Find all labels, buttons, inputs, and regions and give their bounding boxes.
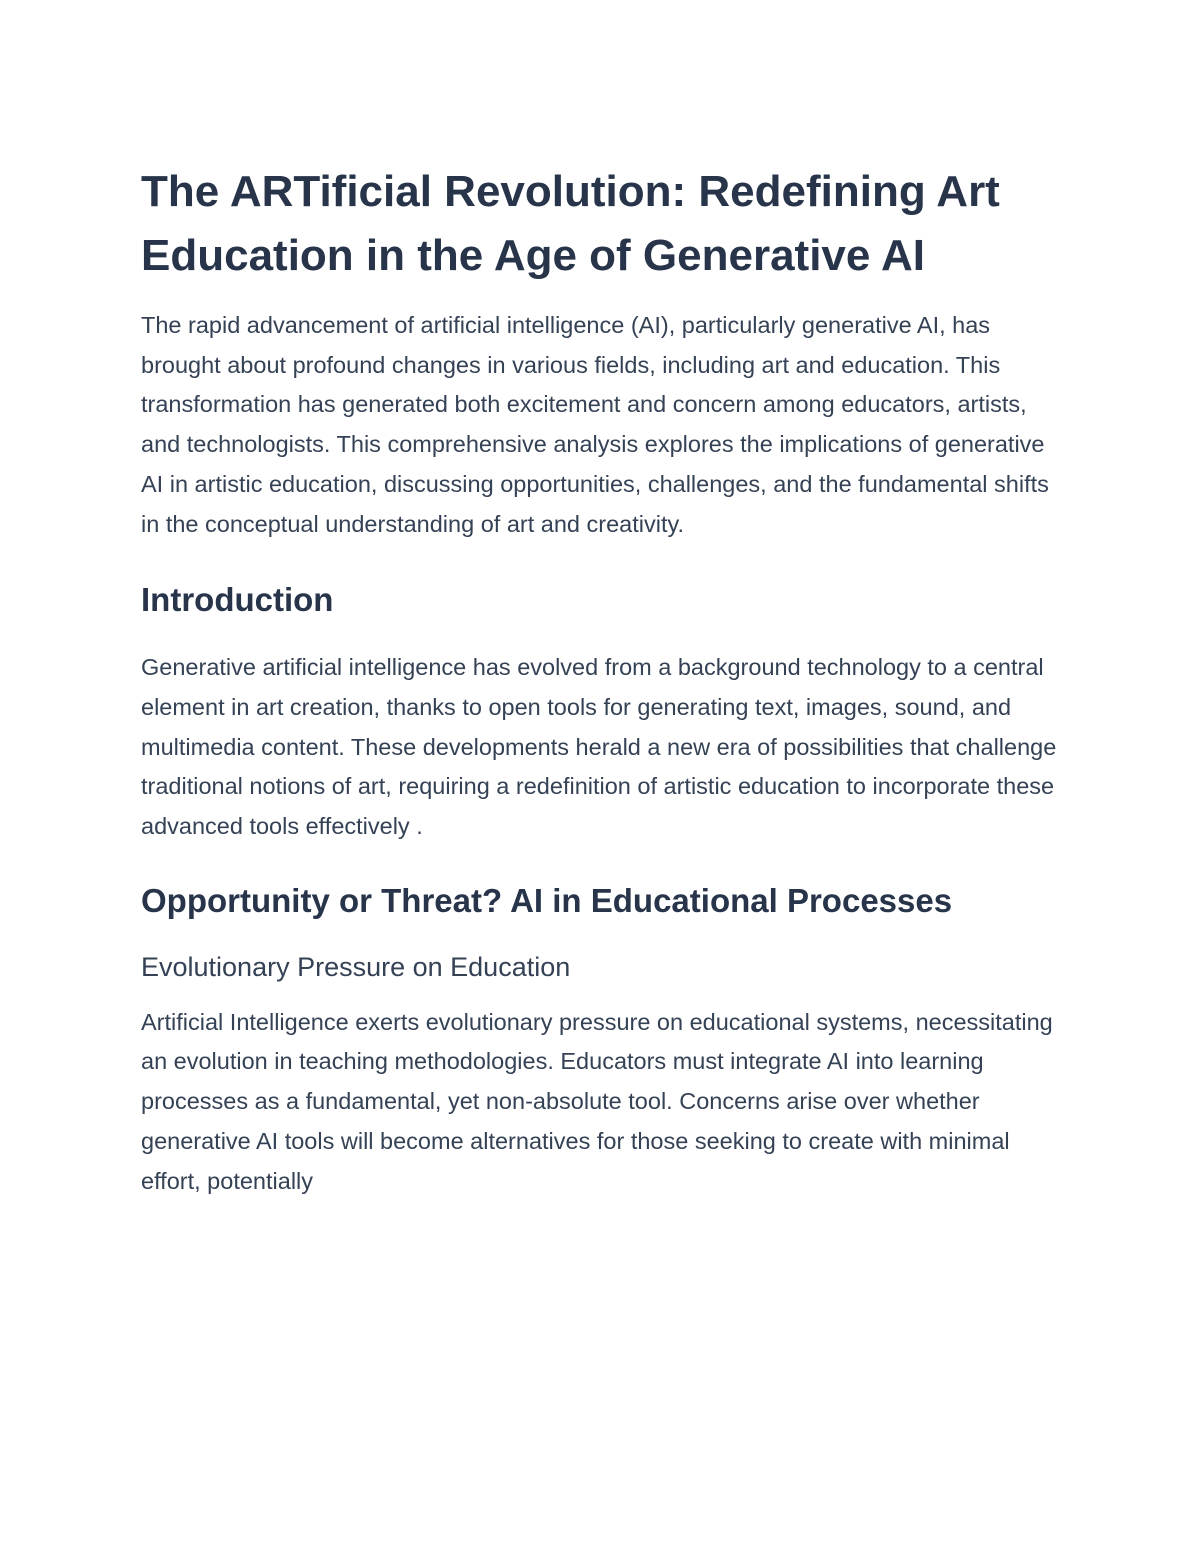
- section-heading-introduction: Introduction: [141, 581, 334, 619]
- introduction-paragraph: Generative artificial intelligence has evolved from a background technology to a central element in art creation, thanks to open tools for generating text, images, sound, and multimedia content. These developments herald a new era of possibilities that challenge traditional notions of art, requiring a redefinition of artistic education to incorporate these advanced tools effectively .: [141, 654, 1057, 840]
- document-content: [141, 160, 1071, 1201]
- intro-paragraph: The rapid advancement of artificial intelligence (AI), particularly generative AI, has brought about profound changes in various fields, including art and education. This transformation has generated both excitement and concern among educators, artists, and technologists. This comprehensive analysis explores the implications of generative AI in artistic education, discussing opportunities, challenges, and the fundamental shifts in the conceptual understanding of art and creativity.: [141, 312, 1049, 537]
- section-heading-opportunity-or-threat: Opportunity or Threat? AI in Educational Processes: [141, 881, 953, 919]
- document-title: The ARTificial Revolution: Redefining Art Education in the Age of Generative AI: [141, 167, 1000, 280]
- evolutionary-pressure-paragraph: Artificial Intelligence exerts evolutionary pressure on educational systems, necessitating an evolution in teaching methodologies. Educators must integrate AI into learning processes as a fundamental, yet non-absolute tool. Concerns arise over whether generative AI tools will become alternatives for those seeking to create with minimal effort, potentially: [141, 1008, 1053, 1194]
- subsection-heading-evolutionary-pressure: Evolutionary Pressure on Education: [141, 951, 571, 982]
